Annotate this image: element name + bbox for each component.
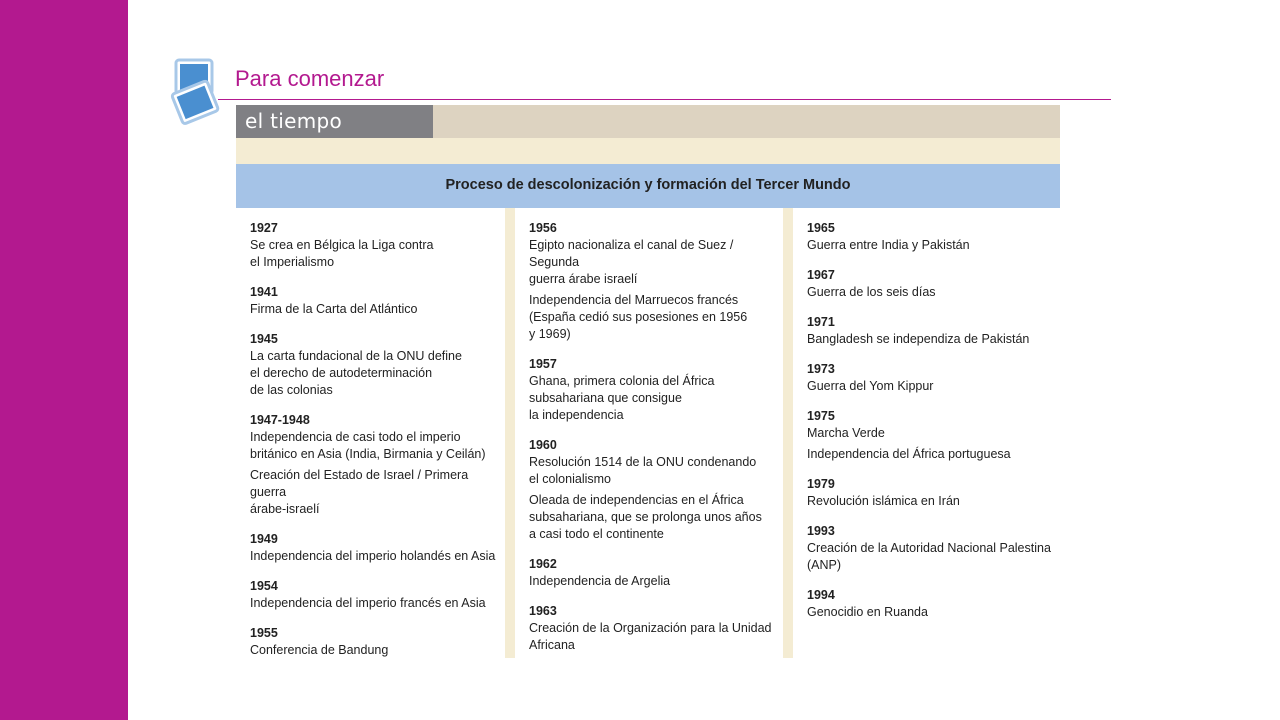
timeline-entry bbox=[807, 523, 1057, 574]
timeline-heading: Proceso de descolonización y formación del Tercer Mundo bbox=[236, 164, 1060, 208]
timeline-column-1 bbox=[250, 220, 500, 672]
entry-event: Independencia del Marruecos francés (España cedió sus posesiones en 1956 y 1969) bbox=[529, 293, 748, 341]
timeline-entry bbox=[807, 361, 1057, 395]
entry-year: 1960 bbox=[529, 438, 557, 452]
timeline-entry bbox=[529, 603, 779, 654]
entry-event: Oleada de independencias en el África subsahariana, que se prolonga unos años a casi todo el continente bbox=[529, 493, 762, 541]
entry-event: Revolución islámica en Irán bbox=[807, 494, 960, 508]
timeline-entry bbox=[807, 587, 1057, 621]
timeline-entry bbox=[250, 531, 500, 565]
entry-year: 1962 bbox=[529, 557, 557, 571]
timeline-entry bbox=[529, 437, 779, 543]
timeline-entry bbox=[807, 408, 1057, 463]
column-separator bbox=[505, 208, 515, 658]
entry-year: 1965 bbox=[807, 221, 835, 235]
page-title: Para comenzar bbox=[235, 66, 385, 91]
timeline-entry bbox=[807, 220, 1057, 254]
section-label: el tiempo bbox=[236, 105, 433, 138]
entry-year: 1971 bbox=[807, 315, 835, 329]
timeline-column-3 bbox=[807, 220, 1057, 634]
entry-year: 1955 bbox=[250, 626, 278, 640]
entry-year: 1927 bbox=[250, 221, 278, 235]
timeline-entry bbox=[529, 356, 779, 424]
entry-year: 1975 bbox=[807, 409, 835, 423]
entry-event: Resolución 1514 de la ONU condenando el colonialismo bbox=[529, 455, 757, 486]
timeline-entry bbox=[807, 314, 1057, 348]
entry-event: Independencia de casi todo el imperio británico en Asia (India, Birmania y Ceilán) bbox=[250, 430, 486, 461]
entry-event: La carta fundacional de la ONU define el derecho de autodeterminación de las colonias bbox=[250, 349, 462, 397]
entry-event: Independencia del África portuguesa bbox=[807, 447, 1011, 461]
timeline-entry bbox=[250, 625, 500, 659]
entry-event: Independencia de Argelia bbox=[529, 574, 671, 588]
chalkboard-icon bbox=[168, 56, 228, 128]
timeline-entry bbox=[250, 331, 500, 399]
entry-year: 1994 bbox=[807, 588, 835, 602]
section-header-band bbox=[236, 105, 1060, 138]
entry-year: 1947-1948 bbox=[250, 413, 310, 427]
title-divider bbox=[218, 99, 1111, 100]
entry-event: Creación de la Autoridad Nacional Palestina (ANP) bbox=[807, 541, 1051, 572]
decorative-band bbox=[236, 138, 1060, 164]
entry-event: Conferencia de Bandung bbox=[250, 643, 389, 657]
timeline-entry bbox=[250, 284, 500, 318]
entry-event: Egipto nacionaliza el canal de Suez / Segunda guerra árabe israelí bbox=[529, 238, 734, 286]
entry-event: Genocidio en Ruanda bbox=[807, 605, 928, 619]
sidebar-accent-bar bbox=[0, 0, 128, 720]
entry-year: 1945 bbox=[250, 332, 278, 346]
entry-event: Guerra de los seis días bbox=[807, 285, 936, 299]
entry-event: Independencia del imperio holandés en Asia bbox=[250, 549, 496, 563]
entry-event: Ghana, primera colonia del África subsahariana que consigue la independencia bbox=[529, 374, 715, 422]
entry-event: Independencia del imperio francés en Asia bbox=[250, 596, 486, 610]
entry-event: Firma de la Carta del Atlántico bbox=[250, 302, 418, 316]
timeline-entry bbox=[529, 556, 779, 590]
entry-event: Creación del Estado de Israel / Primera guerra árabe-israelí bbox=[250, 468, 469, 516]
entry-year: 1993 bbox=[807, 524, 835, 538]
entry-year: 1963 bbox=[529, 604, 557, 618]
timeline-entry bbox=[807, 476, 1057, 510]
entry-event: Bangladesh se independiza de Pakistán bbox=[807, 332, 1030, 346]
entry-year: 1956 bbox=[529, 221, 557, 235]
timeline-entry bbox=[529, 220, 779, 343]
entry-event: Marcha Verde bbox=[807, 426, 885, 440]
timeline-entry bbox=[250, 578, 500, 612]
entry-year: 1949 bbox=[250, 532, 278, 546]
entry-year: 1957 bbox=[529, 357, 557, 371]
entry-year: 1941 bbox=[250, 285, 278, 299]
entry-event: Guerra entre India y Pakistán bbox=[807, 238, 970, 252]
entry-event: Creación de la Organización para la Unidad Africana bbox=[529, 621, 772, 652]
timeline-column-2 bbox=[529, 220, 779, 667]
entry-event: Se crea en Bélgica la Liga contra el Imperialismo bbox=[250, 238, 434, 269]
column-separator bbox=[783, 208, 793, 658]
timeline-table bbox=[236, 208, 1060, 658]
timeline-entry bbox=[807, 267, 1057, 301]
entry-year: 1973 bbox=[807, 362, 835, 376]
timeline-entry bbox=[250, 220, 500, 271]
entry-year: 1967 bbox=[807, 268, 835, 282]
entry-year: 1979 bbox=[807, 477, 835, 491]
timeline-entry bbox=[250, 412, 500, 518]
entry-event: Guerra del Yom Kippur bbox=[807, 379, 934, 393]
entry-year: 1954 bbox=[250, 579, 278, 593]
